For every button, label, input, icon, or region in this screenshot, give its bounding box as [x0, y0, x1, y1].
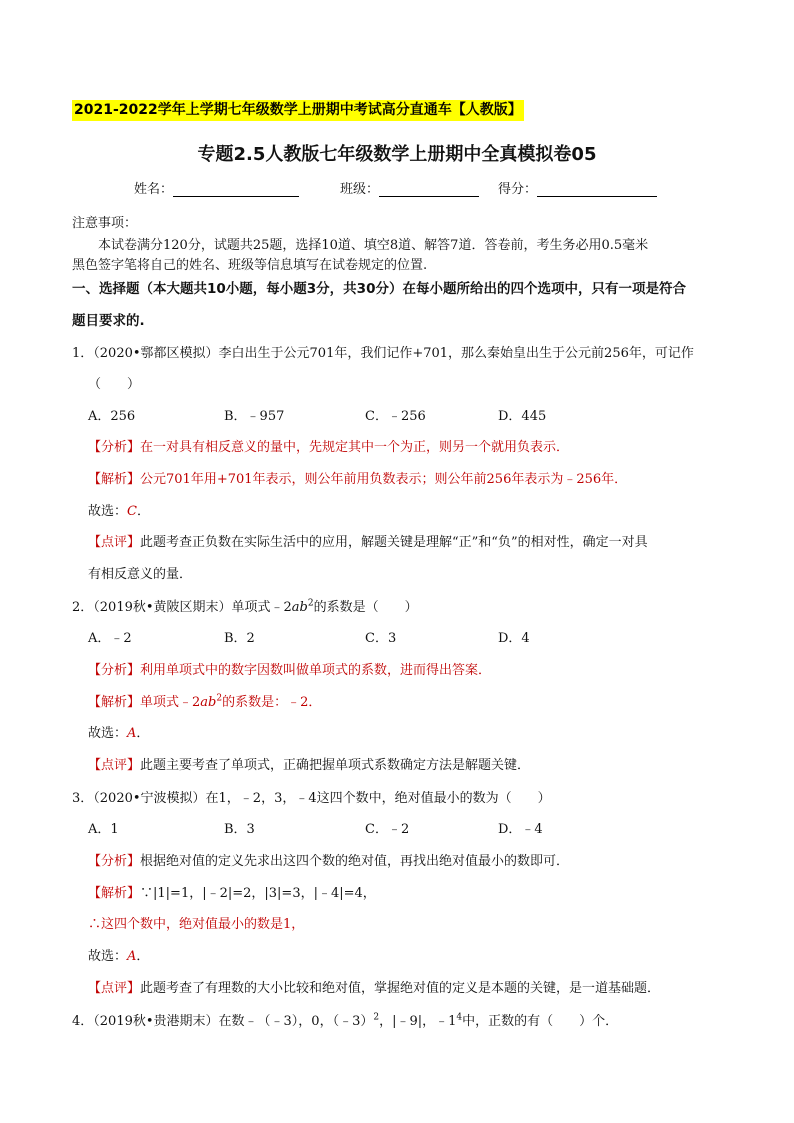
- option-a[interactable]: A．256: [88, 409, 136, 424]
- question-2-answer: 故选：A．: [88, 726, 150, 741]
- option-d[interactable]: D．4: [498, 631, 530, 646]
- question-2-stem: 2．（2019秋•黄陂区期末）单项式$﹣2ab^2$的系数是（ ）: [72, 598, 418, 615]
- solution-text: 公元701年用+701年表示，则公年前用负数表示；则公年前256年表示为﹣256年．: [140, 472, 628, 487]
- option-c[interactable]: C．3: [365, 631, 397, 646]
- option-b[interactable]: B．3: [224, 822, 255, 837]
- question-3-stem: 3．（2020•宁波模拟）在1，﹣2，3，﹣4这四个数中，绝对值最小的数为（ ）: [72, 791, 551, 806]
- option-d[interactable]: D．﹣4: [498, 822, 543, 837]
- class-blank[interactable]: [379, 182, 479, 197]
- analysis-tag: 【分析】: [88, 440, 141, 455]
- option-c[interactable]: C．﹣2: [365, 822, 410, 837]
- analysis-text: 在一对具有相反意义的量中，先规定其中一个为正，则另一个就用负表示．: [140, 440, 570, 455]
- option-b[interactable]: B．﹣957: [224, 409, 285, 424]
- name-field[interactable]: [134, 178, 299, 197]
- question-2-comment: 【点评】此题主要考查了单项式，正确把握单项式系数确定方法是解题关键．: [88, 758, 531, 773]
- question-3-comment: 【点评】此题考查了有理数的大小比较和绝对值，掌握绝对值的定义是本题的关键，是一道基础题．: [88, 981, 661, 996]
- score-field[interactable]: [498, 178, 657, 197]
- question-2-analysis: 【分析】利用单项式中的数字因数叫做单项式的系数，进而得出答案．: [88, 663, 492, 678]
- question-1-answer: 故选：C．: [88, 504, 150, 519]
- question-1-blank: （ ）: [88, 377, 141, 392]
- answer-prefix: 故选：: [88, 504, 128, 519]
- option-c[interactable]: C．﹣256: [365, 409, 426, 424]
- class-field[interactable]: [340, 178, 479, 197]
- notice-heading: 注意事项：: [72, 216, 138, 231]
- solution-tag: 【解析】: [88, 472, 141, 487]
- name-blank[interactable]: [173, 182, 299, 197]
- question-3-analysis: 【分析】根据绝对值的定义先求出这四个数的绝对值，再找出绝对值最小的数即可．: [88, 854, 570, 869]
- page-title: 专题2.5人教版七年级数学上册期中全真模拟卷05: [197, 144, 597, 165]
- option-a[interactable]: A．1: [88, 822, 119, 837]
- notice-line-1: 本试卷满分120分，试题共25题，选择10道、填空8道、解答7道．答卷前，考生务必用0.5毫米: [98, 238, 649, 253]
- section-heading: 一、选择题（本大题共10小题，每小题3分，共30分）在每小题所给出的四个选项中，只有一项是符合: [72, 281, 686, 297]
- question-1-comment: [88, 531, 648, 550]
- question-2-solution: 【解析】单项式$﹣2ab^2$的系数是：﹣2．: [88, 693, 322, 710]
- question-4-stem: 4．（2019秋•贵港期末）在数﹣（﹣3），0，（﹣3）$^2$，|﹣9|，$﹣1^4$中，正数的有（ ）个．: [72, 1012, 619, 1029]
- answer-letter: C: [127, 504, 137, 519]
- name-label: 姓名：: [134, 182, 174, 197]
- option-b[interactable]: B．2: [224, 631, 255, 646]
- question-1-solution: [88, 468, 627, 487]
- notice-line-2: 黑色签字笔将自己的姓名、班级等信息填写在试卷规定的位置.: [72, 258, 428, 273]
- class-label: 班级：: [340, 182, 380, 197]
- question-1-analysis: [88, 436, 569, 455]
- option-a[interactable]: A．﹣2: [88, 631, 132, 646]
- section-heading-cont: 题目要求的.: [72, 313, 145, 329]
- series-banner: 2021-2022学年上学期七年级数学上册期中考试高分直通车【人教版】: [72, 100, 524, 121]
- question-3-solution: 【解析】∵|1|=1，|﹣2|=2，|3|=3，|﹣4|=4，: [88, 886, 376, 901]
- question-3-answer: 故选：A．: [88, 949, 150, 964]
- option-d[interactable]: D．445: [498, 409, 547, 424]
- score-label: 得分：: [498, 182, 538, 197]
- comment-text: 此题考查正负数在实际生活中的应用，解题关键是理解“正”和“负”的相对性，确定一对具: [140, 535, 648, 550]
- question-1-comment-cont: 有相反意义的量．: [88, 567, 193, 582]
- question-3-solution-cont: ∴这四个数中，绝对值最小的数是1，: [88, 917, 305, 932]
- score-blank[interactable]: [537, 182, 657, 197]
- comment-tag: 【点评】: [88, 535, 141, 550]
- question-1-stem: 1．（2020•鄠都区模拟）李白出生于公元701年，我们记作+701，那么秦始皇出生于公元前256年，可记作: [72, 346, 694, 361]
